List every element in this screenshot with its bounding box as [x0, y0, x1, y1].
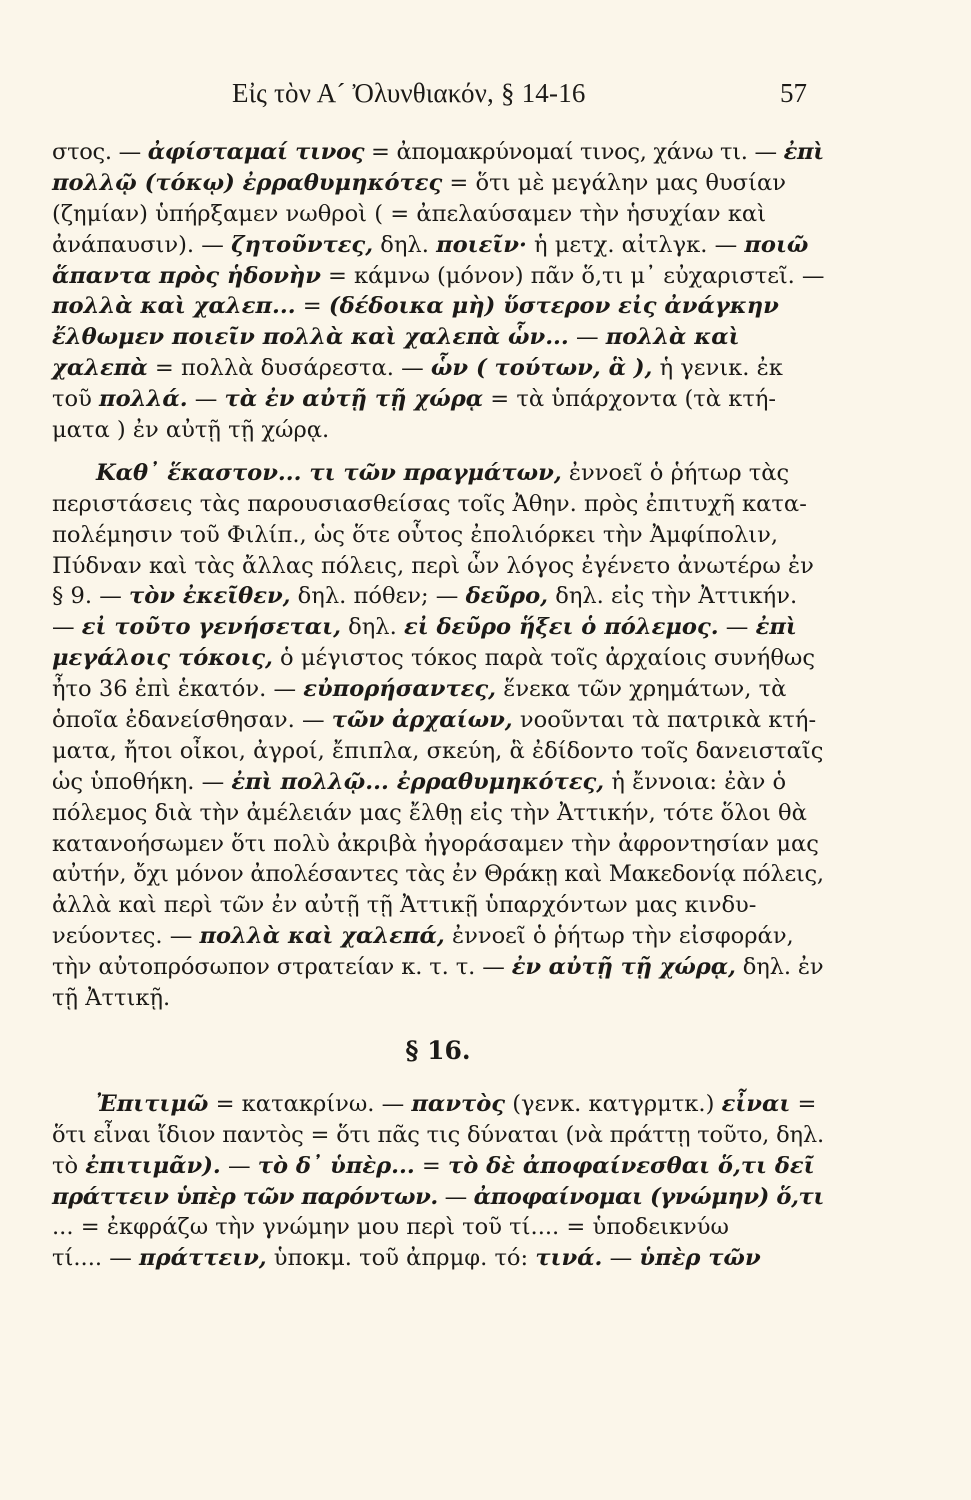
lemma-term: ποιεῖν· [436, 231, 527, 258]
gloss-text: ὁποῖα ἐδανείσθησαν. — [52, 707, 332, 734]
gloss-text: — [220, 1152, 258, 1179]
gloss-text: ἡ ἔννοια: ἐὰν ὁ [604, 768, 787, 795]
text-line [52, 415, 824, 446]
gloss-text: πολέμησιν τοῦ Φιλίπ., ὡς ὅτε οὗτος ἐπολιόρκει τὴν Ἀμφίπολιν, [52, 521, 779, 548]
gloss-text: ἀλλὰ καὶ περὶ τῶν ἐν αὐτῇ τῇ Ἀττικῇ ὑπαρχόντων μας κινδυ- [52, 892, 757, 919]
lemma-term: πολλὰ καὶ χαλεπ... [52, 293, 296, 320]
gloss-text: — [718, 614, 756, 641]
lemma-term: ποιῶ [744, 231, 809, 258]
gloss-text: ὑποκμ. τοῦ ἀπρμφ. τό: [266, 1245, 536, 1272]
lemma-term: ἔλθωμεν ποιεῖν πολλὰ καὶ χαλεπὰ ὧν... [52, 324, 569, 351]
lemma-term: ζητοῦντες, [231, 231, 374, 258]
gloss-text: = κατακρίνω. — [208, 1090, 412, 1117]
lemma-term: πράττειν, [139, 1245, 267, 1272]
lemma-term: εὐπορήσαντες, [303, 676, 497, 703]
lemma-term: τὸν ἐκεῖθεν, [129, 583, 291, 610]
gloss-text: δηλ. εἰς τὴν Ἀττικήν. [548, 583, 798, 610]
text-line [52, 1212, 824, 1243]
text-line [52, 890, 824, 921]
text-line [52, 829, 824, 860]
text-line [52, 674, 824, 705]
gloss-text: — [568, 324, 606, 351]
lemma-term: εἶναι [721, 1090, 791, 1117]
text-line [52, 458, 824, 489]
text-line [52, 736, 824, 767]
lemma-term: μεγάλοις τόκοις, [52, 645, 273, 672]
gloss-text: = [790, 1090, 817, 1117]
page-number: 57 [780, 78, 807, 108]
lemma-term: πολλῷ (τόκῳ) ἐρραθυμηκότες [52, 169, 443, 196]
lemma-term: ἐπὶ [755, 614, 797, 641]
gloss-text: (ζημίαν) ὑπήρξαμεν νωθροὶ ( = ἀπελαύσαμεν τὴν ἡσυχίαν καὶ [52, 200, 767, 227]
lemma-term: δεῦρο, [465, 583, 549, 610]
gloss-text: δηλ. ἐν [735, 954, 824, 981]
section-heading: § 16. [405, 1035, 471, 1065]
gloss-text: ἐννοεῖ ὁ ῥήτωρ τὰς [561, 459, 790, 486]
text-line [52, 520, 824, 551]
gloss-text: νεύοντες. — [52, 923, 200, 950]
lemma-term: Καθ᾽ ἕκαστον... τι τῶν πραγμάτων, [96, 459, 562, 486]
paragraph-2 [52, 458, 824, 1014]
gloss-text: — [52, 614, 82, 641]
text-line [52, 767, 824, 798]
gloss-text: (γενκ. κατγρμτκ.) [505, 1090, 722, 1117]
gloss-text: — [602, 1245, 640, 1272]
text-line [52, 705, 824, 736]
text-line [52, 137, 824, 168]
text-line [52, 230, 824, 261]
lemma-term: τὸ δ᾽ ὑπὲρ... [257, 1152, 415, 1179]
text-line [52, 921, 824, 952]
gloss-text: δηλ. [373, 231, 437, 258]
lemma-term: τὰ ἐν αὐτῇ τῇ χώρᾳ [224, 386, 484, 413]
paragraph-3 [52, 1089, 824, 1274]
text-line [52, 983, 824, 1014]
gloss-text: νοοῦνται τὰ πατρικὰ κτή- [512, 707, 817, 734]
page-header [0, 78, 971, 114]
gloss-text: = τὰ ὑπάρχοντα (τὰ κτή- [483, 386, 776, 413]
lemma-term: ὑπὲρ τῶν [639, 1245, 761, 1272]
text-line [52, 952, 824, 983]
text-line [52, 291, 824, 322]
section-gap [52, 1014, 824, 1036]
text-line [52, 551, 824, 582]
gloss-text: — [187, 386, 225, 413]
gloss-text: = κάμνω (μόνον) πᾶν ὅ,τι μ᾽ εὐχαριστεῖ. — [320, 262, 825, 289]
gloss-text: ἡ μετχ. αἰτλγκ. — [526, 231, 745, 258]
text-line [52, 261, 824, 292]
running-title: Εἰς τὸν Α´ Ὀλυνθιακόν, § 14-16 [232, 78, 586, 108]
text-line [52, 353, 824, 384]
lemma-term: ἐπὶ [783, 139, 824, 165]
paragraph-gap [52, 446, 824, 458]
lemma-term: χαλεπὰ [52, 355, 148, 382]
text-line [52, 1089, 824, 1120]
lemma-term: πολλά. [99, 386, 188, 413]
lemma-term: ἐν αὐτῇ τῇ χώρᾳ, [511, 954, 736, 981]
lemma-term: πράττειν ὑπὲρ τῶν παρόντων. [52, 1183, 438, 1210]
gloss-text: — [437, 1183, 474, 1210]
lemma-term: τὸ δὲ ἀποφαίνεσθαι ὅ,τι δεῖ [448, 1152, 815, 1179]
gloss-text: κατανοήσωμεν ὅτι πολὺ ἀκριβὰ ἠγοράσαμεν τὴν ἀφροντησίαν μας [52, 830, 819, 857]
gloss-text: = ἀπομακρύνομαί τινος, χάνω τι. — [364, 139, 784, 165]
text-line [52, 322, 824, 353]
lemma-term: παντὸς [411, 1090, 506, 1117]
lemma-term: ἀφίσταμαί τινος [147, 139, 365, 165]
text-line [52, 384, 824, 415]
gloss-text: ἦτο 36 ἐπὶ ἑκατόν. — [52, 676, 304, 703]
text-line [52, 798, 824, 829]
gloss-text: δηλ. [340, 614, 404, 641]
gloss-text: πόλεμος διὰ τὴν ἀμέλειάν μας ἔλθῃ εἰς τὴν Ἀττικήν, τότε ὅλοι θὰ [52, 799, 807, 826]
text-line [52, 581, 824, 612]
text-line [52, 612, 824, 643]
gloss-text: ἐννοεῖ ὁ ῥήτωρ τὴν εἰσφοράν, [444, 923, 794, 950]
gloss-text: ὁ μέγιστος τόκος παρὰ τοῖς ἀρχαίοις συνήθως [272, 645, 815, 672]
gloss-text: Πύδναν καὶ τὰς ἄλλας πόλεις, περὶ ὧν λόγος ἐγένετο ἀνωτέρω ἐν [52, 552, 814, 579]
gloss-text: ἀνάπαυσιν). — [52, 231, 232, 258]
text-line [52, 1120, 824, 1151]
text-line [52, 1182, 824, 1213]
gloss-text: = [414, 1152, 449, 1179]
gloss-text: τί.... — [52, 1245, 140, 1272]
gloss-text: ... = ἐκφράζω τὴν γνώμην μου περὶ τοῦ τί.... = ὑποδεικνύω [52, 1214, 729, 1241]
gloss-text: τοῦ [52, 386, 100, 413]
text-line [52, 168, 824, 199]
gloss-text: δηλ. πόθεν; — [290, 583, 466, 610]
lemma-term: ἐπὶ πολλῷ... ἐρραθυμηκότες, [231, 768, 605, 795]
lemma-term: τινά. [535, 1245, 603, 1272]
gloss-text: τὴν αὐτοπρόσωπον στρατείαν κ. τ. τ. — [52, 954, 512, 981]
lemma-term: ἐπιτιμᾶν). [85, 1152, 221, 1179]
lemma-term: Ἐπιτιμῶ [96, 1090, 209, 1117]
commentary-text [52, 137, 824, 1274]
section-gap [52, 1067, 824, 1089]
lemma-term: ἀποφαίνομαι (γνώμην) ὅ,τι [473, 1183, 824, 1210]
text-line [52, 859, 824, 890]
gloss-text: περιστάσεις τὰς παρουσιασθείσας τοῖς Ἀθην. πρὸς ἐπιτυχῆ κατα- [52, 490, 807, 517]
lemma-term: τῶν ἀρχαίων, [331, 707, 513, 734]
gloss-text: ματα, ἤτοι οἶκοι, ἀγροί, ἔπιπλα, σκεύη, ἃ ἐδίδοντο τοῖς δανεισταῖς [52, 737, 824, 764]
text-line [52, 489, 824, 520]
gloss-text: § 9. — [52, 583, 129, 610]
gloss-text: ματα ) ἐν αὐτῇ τῇ χώρᾳ. [52, 417, 330, 444]
text-line [52, 199, 824, 230]
lemma-term: (δέδοικα μὴ) ὕστερον εἰς ἀνάγκην [328, 293, 779, 320]
gloss-text: αὐτήν, ὄχι μόνον ἀπολέσαντες τὰς ἐν Θράκῃ καὶ Μακεδονίᾳ πόλεις, [52, 861, 824, 888]
gloss-text: = [295, 293, 329, 320]
lemma-term: εἰ δεῦρο ἥξει ὁ πόλεμος. [403, 614, 719, 641]
lemma-term: πολλὰ καὶ [605, 324, 740, 351]
gloss-text: στος. — [52, 139, 148, 165]
gloss-text: τῇ Ἀττικῇ. [52, 985, 171, 1012]
text-line [52, 643, 824, 674]
paragraph-1 [52, 137, 824, 446]
gloss-text: ἡ γενικ. ἐκ [652, 355, 783, 382]
gloss-text: ὅτι εἶναι ἴδιον παντὸς = ὅτι πᾶς τις δύναται (νὰ πράττῃ τοῦτο, δηλ. [52, 1121, 824, 1148]
gloss-text: τὸ [52, 1152, 86, 1179]
gloss-text: = πολλὰ δυσάρεστα. — [147, 355, 431, 382]
text-line [52, 1151, 824, 1182]
lemma-term: ἅπαντα πρὸς ἡδονὴν [52, 262, 321, 289]
lemma-term: ὧν ( τούτων, ἃ ), [430, 355, 653, 382]
lemma-term: εἰ τοῦτο γενήσεται, [81, 614, 341, 641]
gloss-text: = ὅτι μὲ μεγάλην μας θυσίαν [442, 169, 786, 196]
gloss-text: ἕνεκα τῶν χρημάτων, τὰ [496, 676, 787, 703]
lemma-term: πολλὰ καὶ χαλεπά, [199, 923, 445, 950]
text-line [52, 1243, 824, 1274]
gloss-text: ὡς ὑποθήκη. — [52, 768, 232, 795]
